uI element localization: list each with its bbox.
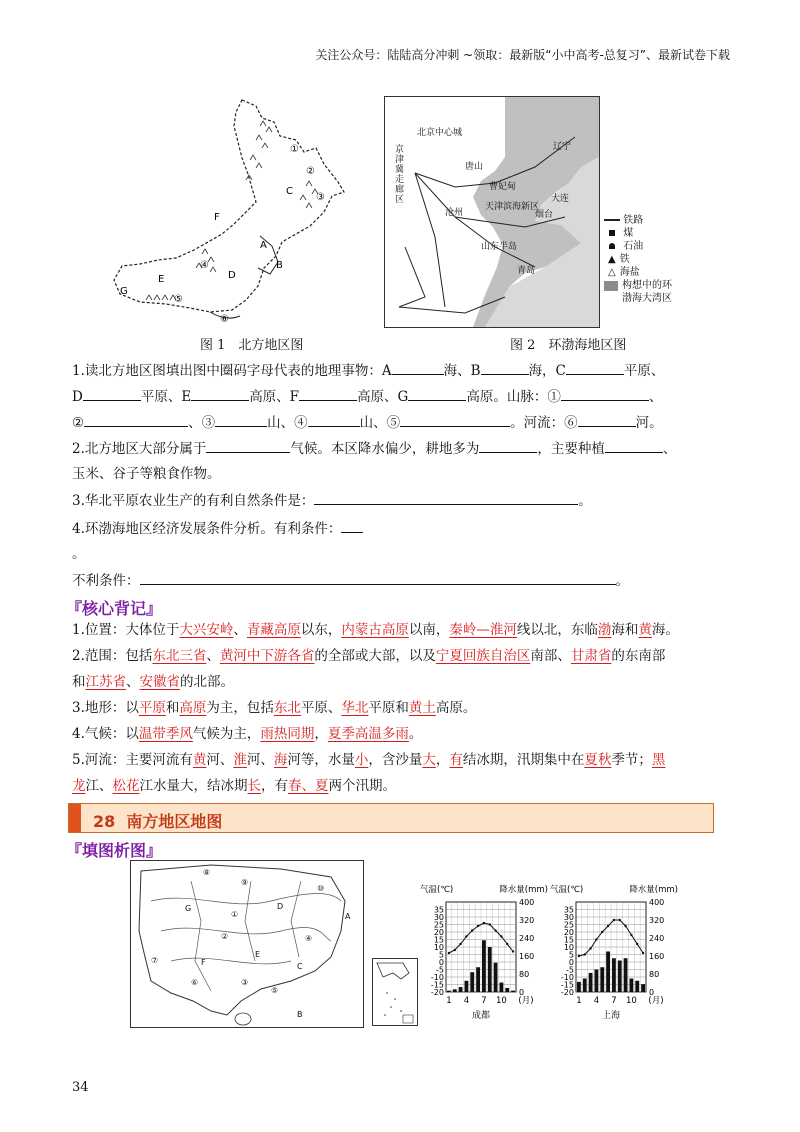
chart-temp-point bbox=[454, 949, 456, 951]
chart-temp-point bbox=[607, 925, 609, 927]
blank[interactable] bbox=[561, 386, 649, 401]
core-p2a: 2.范围：包括东北三省、黄河中下游各省的全部或大部，以及宁夏回族自治区南部、甘肃省的东南部 bbox=[72, 648, 666, 664]
chart-precip-bar bbox=[488, 947, 492, 992]
figure2-legend bbox=[604, 214, 684, 305]
chart-precip-tick: 320 bbox=[519, 916, 535, 925]
chart-right-axis-label: 降水量(mm) bbox=[629, 885, 678, 895]
blank[interactable] bbox=[605, 438, 663, 453]
chart-temp-point bbox=[619, 919, 621, 921]
chart-title: 上海 bbox=[601, 1011, 621, 1021]
chart-precip-bar bbox=[500, 983, 504, 992]
legend-iron: ▲ 铁 bbox=[608, 254, 630, 265]
chart-precip-bar bbox=[511, 991, 515, 992]
chart-x-label: (月) bbox=[518, 996, 534, 1006]
fig2-place-beijing: 北京中心城 bbox=[417, 128, 463, 138]
fig1-label-E: E bbox=[158, 274, 165, 285]
chart-title: 成都 bbox=[471, 1011, 491, 1021]
chart-temp-tick: 30 bbox=[433, 913, 444, 922]
question-2b: 玉米、谷子等粮食作物。 bbox=[72, 466, 221, 482]
chart-precip-bar bbox=[459, 987, 463, 992]
core-p3: 3.地形：以平原和高原为主，包括东北平原、华北平原和黄土高原。 bbox=[72, 700, 477, 716]
chart-temp-point bbox=[601, 931, 603, 933]
chart-precip-bar bbox=[612, 958, 616, 992]
core-p2b: 和江苏省、安徽省的北部。 bbox=[72, 674, 234, 690]
chart-temp-point bbox=[471, 929, 473, 931]
chart-precip-bar bbox=[618, 961, 622, 993]
chart-precip-bar bbox=[624, 958, 628, 992]
climate-chart-shanghai bbox=[550, 884, 680, 1028]
climate-chart-chengdu bbox=[420, 884, 550, 1028]
legend-coal: 煤 bbox=[604, 227, 684, 240]
north-china-map-drawing bbox=[110, 96, 360, 328]
chart-temp-point bbox=[595, 938, 597, 940]
chart-x-tick: 1 bbox=[446, 996, 452, 1006]
section-fill-title: 『填图析图』 bbox=[66, 841, 163, 860]
blank[interactable] bbox=[140, 570, 616, 585]
chart-precip-bar bbox=[476, 967, 480, 992]
figure1-caption: 图 1 北方地区图 bbox=[200, 338, 304, 353]
fig2-place-caofeidian: 曹妃甸 bbox=[489, 182, 517, 192]
chart-temp-tick: 30 bbox=[563, 913, 574, 922]
fig1-label-F: F bbox=[214, 212, 220, 223]
chart-precip-tick: 240 bbox=[519, 934, 535, 943]
fig3-label-3: ③ bbox=[241, 978, 249, 987]
question-3: 3.华北平原农业生产的有利自然条件是： 。 bbox=[72, 490, 592, 511]
chart-temp-tick: 10 bbox=[563, 943, 574, 952]
chart-temp-tick: 20 bbox=[433, 928, 444, 937]
blank[interactable] bbox=[341, 518, 363, 533]
blank[interactable] bbox=[191, 386, 249, 401]
figure3-map bbox=[130, 860, 364, 1028]
chart-temp-tick: 35 bbox=[433, 905, 444, 915]
south-sea-inset bbox=[372, 958, 418, 1026]
chart-temp-point bbox=[500, 935, 502, 937]
chart-precip-tick: 320 bbox=[649, 916, 665, 925]
chart-precip-tick: 0 bbox=[519, 988, 525, 997]
fig1-label-4: ④ bbox=[200, 260, 209, 271]
question-1a: 1.读北方地区图填出图中圈码字母代表的地理事物：A 海、B 海，C 平原、 bbox=[72, 360, 664, 381]
core-p5a: 5.河流：主要河流有黄河、淮河、海河等，水量小，含沙量大，有结冰期，汛期集中在夏秋季节；黑 bbox=[72, 752, 666, 768]
chart-temp-tick: -20 bbox=[560, 988, 574, 997]
core-p4: 4.气候：以温带季风气候为主，雨热同期，夏季高温多雨。 bbox=[72, 726, 423, 742]
blank[interactable] bbox=[84, 412, 188, 427]
fig1-label-1: ① bbox=[290, 144, 299, 155]
legend-railway: 铁路 bbox=[604, 214, 684, 227]
chart-temp-tick: 5 bbox=[438, 950, 444, 960]
fig2-place-corridor: 京津冀走廊区 bbox=[395, 145, 405, 205]
chart-precip-tick: 400 bbox=[649, 898, 665, 907]
chart-svg-chengdu bbox=[420, 884, 550, 1028]
fig3-label-D: D bbox=[277, 902, 284, 911]
chart-temp-point bbox=[630, 934, 632, 936]
fig3-label-8: ⑧ bbox=[203, 868, 211, 877]
blank[interactable] bbox=[314, 490, 578, 505]
chart-temp-point bbox=[483, 922, 485, 924]
core-p1: 1.位置：大体位于大兴安岭、青藏高原以东，内蒙古高原以南，秦岭—淮河线以北，东临渤海和黄海。 bbox=[72, 622, 679, 638]
chart-temp-point bbox=[489, 923, 491, 925]
figure1-map bbox=[110, 96, 360, 328]
fig1-label-5: ⑤ bbox=[174, 294, 183, 305]
fig1-label-6: ⑥ bbox=[220, 314, 229, 325]
chart-temp-point bbox=[624, 925, 626, 927]
chart-precip-bar bbox=[447, 991, 451, 992]
chart-temp-tick: 25 bbox=[433, 920, 444, 930]
blank[interactable] bbox=[479, 438, 537, 453]
fig2-place-cangzhou: 沧州 bbox=[445, 208, 464, 218]
question-1c: ② 、③ 山、④ 山、⑤ 。河流：⑥ 河。 bbox=[72, 412, 663, 433]
blank[interactable] bbox=[400, 412, 510, 427]
blank[interactable] bbox=[566, 360, 624, 375]
chart-precip-bar bbox=[453, 989, 457, 992]
fig3-label-7: ⑦ bbox=[151, 956, 159, 965]
chart-temp-point bbox=[506, 943, 508, 945]
chart-temp-tick: -5 bbox=[566, 965, 574, 975]
chart-temp-point bbox=[642, 952, 644, 954]
fig3-label-G: G bbox=[185, 904, 192, 913]
core-p5b: 龙江、松花江水量大，结冰期长，有春、夏两个汛期。 bbox=[72, 778, 396, 794]
chart-precip-bar bbox=[470, 972, 474, 992]
blank[interactable] bbox=[392, 360, 444, 375]
chart-precip-bar bbox=[600, 967, 604, 992]
chart-temp-point bbox=[465, 935, 467, 937]
bohai-map-drawing bbox=[385, 97, 599, 327]
chart-precip-bar bbox=[589, 973, 593, 992]
fig2-place-dalian: 大连 bbox=[551, 194, 570, 204]
chart-x-tick: 7 bbox=[481, 996, 487, 1006]
chart-precip-bar bbox=[630, 979, 634, 993]
chart-precip-bar bbox=[606, 952, 610, 993]
fig2-place-tianjin: 天津滨海新区 bbox=[485, 202, 540, 212]
fig1-label-D: D bbox=[228, 270, 236, 281]
chart-precip-bar bbox=[465, 981, 469, 992]
legend-oil: 石油 bbox=[604, 240, 684, 253]
chart-x-tick: 1 bbox=[576, 996, 582, 1006]
chart-temp-point bbox=[448, 952, 450, 954]
fig2-place-tangshan: 唐山 bbox=[465, 162, 484, 172]
legend-bayarea: 构想中的环渤海大湾区 bbox=[604, 279, 684, 305]
fig2-place-qingdao: 青岛 bbox=[517, 266, 536, 276]
chart-temp-tick: -5 bbox=[436, 965, 444, 975]
chart-precip-tick: 160 bbox=[649, 952, 665, 961]
blank[interactable] bbox=[308, 412, 360, 427]
section-28-title: 28 南方地区地图 bbox=[93, 812, 223, 831]
fig1-label-G: G bbox=[120, 286, 128, 297]
chart-precip-tick: 240 bbox=[649, 934, 665, 943]
question-4-end: 。 bbox=[72, 546, 86, 562]
fig1-label-B: B bbox=[276, 260, 283, 271]
chart-temp-tick: 20 bbox=[563, 928, 574, 937]
chart-temp-point bbox=[459, 943, 461, 945]
chart-temp-tick: -15 bbox=[430, 980, 444, 990]
chart-temp-tick: -20 bbox=[430, 988, 444, 997]
blank[interactable] bbox=[83, 386, 141, 401]
chart-precip-bar bbox=[482, 940, 486, 992]
chart-precip-bar bbox=[641, 984, 645, 992]
fig1-label-C: C bbox=[286, 186, 293, 197]
fig3-label-E: E bbox=[255, 950, 261, 959]
chart-temp-tick: 0 bbox=[438, 958, 444, 967]
fig3-label-C: C bbox=[297, 962, 303, 971]
chart-right-axis-label: 降水量(mm) bbox=[499, 885, 548, 895]
chart-x-tick: 4 bbox=[463, 996, 470, 1006]
chart-left-axis-label: 气温(℃) bbox=[420, 885, 454, 895]
chart-temp-tick: 10 bbox=[433, 943, 444, 952]
fig2-place-liaoning: 辽宁 bbox=[553, 142, 572, 152]
fig3-label-F: F bbox=[201, 958, 206, 967]
legend-salt: △ 海盐 bbox=[608, 267, 640, 278]
chart-temp-tick: 0 bbox=[568, 958, 574, 967]
chart-x-tick: 4 bbox=[593, 996, 600, 1006]
question-1b: D 平原、E 高原、F 高原、G 高原。山脉：① 、 bbox=[72, 386, 662, 407]
chart-precip-tick: 400 bbox=[519, 898, 535, 907]
blank[interactable] bbox=[408, 386, 466, 401]
fig2-place-yantai: 烟台 bbox=[535, 210, 554, 220]
chart-x-tick: 7 bbox=[611, 996, 617, 1006]
question-4: 4.环渤海地区经济发展条件分析。有利条件： bbox=[72, 518, 363, 539]
blank[interactable] bbox=[206, 438, 290, 453]
fig3-label-10: ⑩ bbox=[317, 884, 325, 893]
chart-precip-bar bbox=[635, 981, 639, 992]
chart-temp-point bbox=[494, 929, 496, 931]
fig1-label-2: ② bbox=[306, 166, 315, 177]
chart-temp-point bbox=[636, 943, 638, 945]
chart-temp-point bbox=[584, 953, 586, 955]
fig3-label-9: ⑨ bbox=[241, 878, 249, 887]
chart-temp-tick: -10 bbox=[430, 973, 444, 982]
chart-temp-point bbox=[578, 955, 580, 957]
figure2-caption: 图 2 环渤海地区图 bbox=[510, 338, 627, 353]
chart-svg-shanghai bbox=[550, 884, 680, 1028]
fig2-place-shandong: 山东半岛 bbox=[481, 242, 518, 252]
fig3-label-4: ④ bbox=[305, 934, 313, 943]
chart-x-tick: 10 bbox=[496, 996, 507, 1006]
blank[interactable] bbox=[578, 412, 636, 427]
section-core-title: 『核心背记』 bbox=[66, 599, 163, 618]
blank[interactable] bbox=[299, 386, 357, 401]
chart-precip-bar bbox=[577, 982, 581, 992]
chart-temp-tick: 15 bbox=[433, 935, 444, 945]
section-28-header bbox=[68, 803, 714, 833]
chart-precip-bar bbox=[583, 979, 587, 993]
fig1-label-A: A bbox=[260, 240, 267, 251]
chart-precip-tick: 160 bbox=[519, 952, 535, 961]
chart-precip-tick: 0 bbox=[649, 988, 655, 997]
chart-temp-tick: 25 bbox=[563, 920, 574, 930]
figure2-map bbox=[384, 96, 600, 328]
page-number: 34 bbox=[72, 1080, 89, 1095]
fig3-label-2: ② bbox=[221, 932, 229, 941]
chart-temp-tick: 35 bbox=[563, 905, 574, 915]
chart-temp-tick: 15 bbox=[563, 935, 574, 945]
fig3-label-1: ① bbox=[231, 910, 239, 919]
blank[interactable] bbox=[215, 412, 267, 427]
chart-temp-point bbox=[613, 919, 615, 921]
chart-precip-tick: 80 bbox=[519, 970, 530, 979]
question-2a: 2.北方地区大部分属于 气候。本区降水偏少，耕地多为 ，主要种植 、 bbox=[72, 438, 676, 459]
chart-precip-bar bbox=[505, 988, 509, 992]
chart-precip-bar bbox=[595, 970, 599, 993]
south-china-map-drawing bbox=[131, 861, 363, 1027]
fig3-label-6: ⑥ bbox=[191, 978, 199, 987]
chart-temp-tick: -10 bbox=[560, 973, 574, 982]
chart-precip-bar bbox=[494, 963, 498, 992]
chart-temp-point bbox=[512, 950, 514, 952]
chart-temp-point bbox=[589, 947, 591, 949]
fig3-label-5: ⑤ bbox=[271, 986, 279, 995]
chart-temp-point bbox=[477, 925, 479, 927]
chart-left-axis-label: 气温(℃) bbox=[550, 885, 584, 895]
fig3-label-A: A bbox=[345, 912, 351, 921]
chart-temp-tick: 5 bbox=[568, 950, 574, 960]
question-4c: 不利条件： 。 bbox=[72, 570, 629, 591]
fig3-label-B: B bbox=[297, 1010, 303, 1019]
chart-temp-tick: -15 bbox=[560, 980, 574, 990]
section-bar-accent bbox=[69, 804, 81, 832]
chart-x-tick: 10 bbox=[626, 996, 637, 1006]
fig1-label-3: ③ bbox=[316, 192, 325, 203]
chart-x-label: (月) bbox=[648, 996, 664, 1006]
south-sea-inset-drawing bbox=[373, 959, 417, 1025]
blank[interactable] bbox=[481, 360, 529, 375]
page-header: 关注公众号：陆陆高分冲刺 ~领取：最新版“小中高考-总复习”、最新试卷下载 bbox=[315, 48, 730, 62]
chart-precip-tick: 80 bbox=[649, 970, 660, 979]
